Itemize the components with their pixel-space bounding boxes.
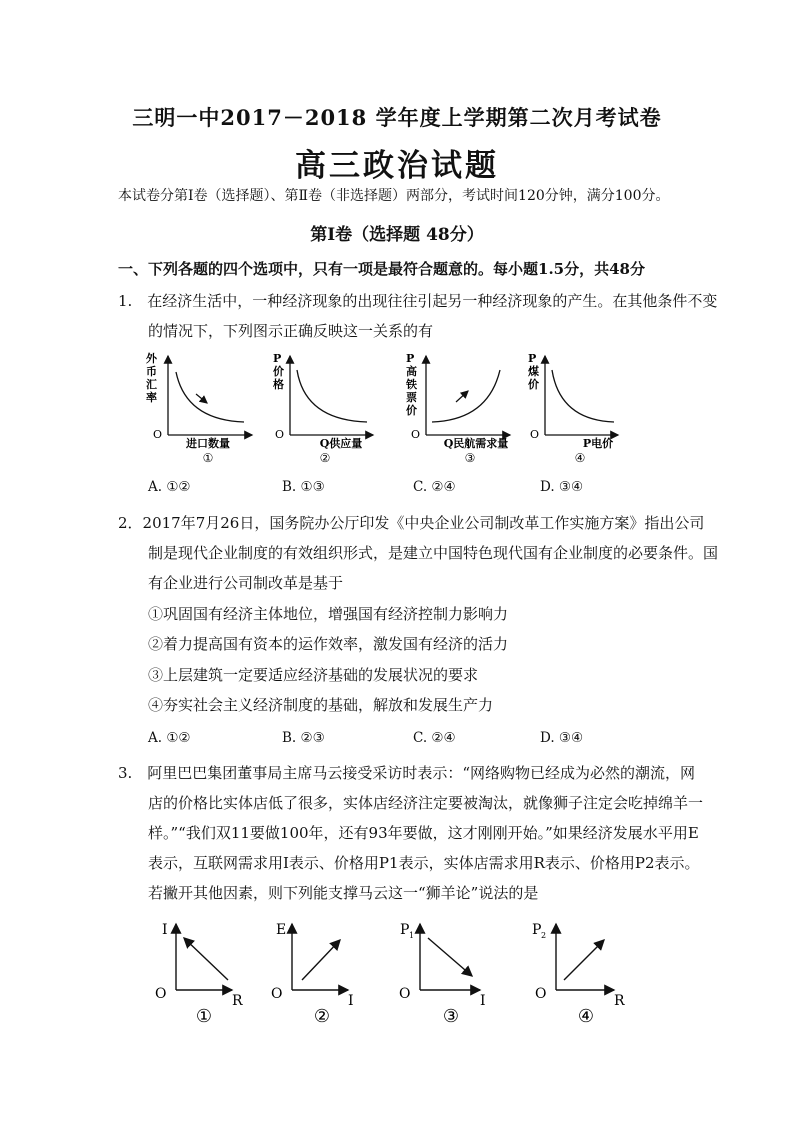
q1-graph-1-y-char-3: 汇 bbox=[146, 378, 157, 391]
q2-stem-line-2: 制是现代企业制度的有效组织形式，是建立中国特色现代国有企业制度的必要条件。国 bbox=[148, 544, 719, 562]
q1-graph-3-y-char-5: 价 bbox=[406, 404, 417, 417]
q1-graph-3-x-label: Q民航需求量 bbox=[443, 437, 509, 450]
q3-stem-line-1: 3. 阿里巴巴集团董事局主席马云接受采访时表示：“网络购物已经成为必然的潮流，网 bbox=[118, 764, 695, 782]
subject-title: 高三政治试题 bbox=[295, 148, 499, 184]
q3-graph-1-number: ① bbox=[195, 1006, 213, 1027]
q3-stem-line-4: 表示，互联网需求用I表示、价格用P1表示，实体店需求用R表示、价格用P2表示。 bbox=[148, 854, 700, 872]
q3-graph-4-y-label: P bbox=[532, 922, 542, 938]
q1-stem-line-2: 的情况下，下列图示正确反映这一关系的有 bbox=[148, 322, 434, 340]
q1-graph-3-curve bbox=[432, 370, 500, 422]
q2-option-b: B. ②③ bbox=[282, 730, 325, 746]
section-instructions: 一、下列各题的四个选项中，只有一项是最符合题意的。每小题1.5分，共48分 bbox=[118, 260, 645, 278]
q3-graph-2-x-label: I bbox=[348, 993, 354, 1009]
q1-graph-1-y-char-1: 外 bbox=[146, 352, 157, 365]
q3-graphs bbox=[150, 918, 640, 1030]
q3-graph-2-trend-arrow bbox=[302, 940, 340, 980]
q1-graph-2-y-char-1: P bbox=[273, 352, 282, 365]
q3-graph-4-trend-arrow bbox=[564, 940, 604, 980]
q3-graph-2-number: ② bbox=[313, 1006, 331, 1027]
q3-graph-2 bbox=[271, 922, 354, 1027]
q1-graph-3-y-char-4: 票 bbox=[406, 391, 417, 404]
q1-graph-4-y-char-1: P bbox=[528, 352, 537, 365]
q3-graph-3-number: ③ bbox=[442, 1006, 460, 1027]
q1-graph-4-origin: O bbox=[530, 428, 540, 441]
exam-instructions: 本试卷分第Ⅰ卷（选择题）、第Ⅱ卷（非选择题）两部分，考试时间120分钟，满分100分。 bbox=[118, 188, 670, 204]
q1-graph-4-number: ④ bbox=[574, 451, 586, 465]
q3-graph-1-y-label: I bbox=[162, 922, 168, 938]
q3-graph-4-origin: O bbox=[535, 986, 547, 1002]
q3-graph-4 bbox=[532, 922, 625, 1027]
q2-statement-2: ②着力提高国有资本的运作效率，激发国有经济的活力 bbox=[148, 635, 509, 653]
q1-option-c: C. ②④ bbox=[413, 479, 456, 495]
q1-graph-2-x-label: Q供应量 bbox=[319, 437, 363, 450]
q3-graph-3-x-label: I bbox=[480, 993, 486, 1009]
q2-option-a: A. ①② bbox=[148, 730, 191, 746]
q1-graph-3-y-char-3: 铁 bbox=[406, 378, 417, 391]
q2-option-d: D. ③④ bbox=[540, 730, 584, 746]
q1-graph-1-y-char-2: 币 bbox=[146, 365, 157, 378]
q3-graph-2-origin: O bbox=[271, 986, 283, 1002]
q1-graph-2-y-char-3: 格 bbox=[273, 378, 284, 391]
q2-option-c: C. ②④ bbox=[413, 730, 456, 746]
q1-graph-2-y-char-2: 价 bbox=[273, 365, 284, 378]
q2-stem-line-1: 2．2017年7月26日，国务院办公厅印发《中央企业公司制改革工作实施方案》指出公司 bbox=[118, 514, 705, 532]
q1-graph-1-number: ① bbox=[202, 451, 214, 465]
q1-graph-3-origin: O bbox=[411, 428, 421, 441]
q1-graph-1 bbox=[146, 351, 252, 465]
q1-graph-3-y-char-2: 高 bbox=[406, 365, 417, 378]
q1-graph-2 bbox=[273, 352, 373, 465]
q3-graph-1-origin: O bbox=[155, 986, 167, 1002]
q3-graph-1 bbox=[155, 922, 243, 1027]
q1-stem-line-1: 1. 在经济生活中，一种经济现象的出现往往引起另一种经济现象的产生。在其他条件不变 bbox=[118, 292, 718, 310]
q3-graph-3-trend-arrow bbox=[428, 938, 472, 976]
q1-graph-4-y-char-3: 价 bbox=[528, 378, 539, 391]
q3-graph-4-x-label: R bbox=[614, 993, 625, 1009]
q3-graph-4-number: ④ bbox=[577, 1006, 595, 1027]
q3-graph-3-y-label: P bbox=[400, 922, 410, 938]
q1-option-a: A. ①② bbox=[148, 479, 191, 495]
q2-statement-4: ④夯实社会主义经济制度的基础，解放和发展生产力 bbox=[148, 696, 494, 714]
exam-series-title: 三明一中2017－2018 学年度上学期第二次月考试卷 bbox=[132, 105, 662, 130]
q3-graph-3-y-subscript: 1 bbox=[409, 931, 415, 940]
q1-graph-3 bbox=[405, 352, 510, 465]
q3-graph-1-trend-arrow bbox=[184, 938, 228, 980]
q1-graph-4-x-label: P电价 bbox=[582, 437, 614, 450]
q3-graph-3 bbox=[399, 922, 486, 1027]
q3-stem-line-2: 店的价格比实体店低了很多，实体店经济注定要被淘汰，就像狮子注定会吃掉绵羊一 bbox=[148, 794, 704, 812]
q3-graph-4-y-subscript: 2 bbox=[541, 931, 547, 940]
q1-graph-1-origin: O bbox=[153, 428, 163, 441]
q1-option-d: D. ③④ bbox=[540, 479, 584, 495]
q1-graph-4-y-char-2: 煤 bbox=[528, 365, 539, 378]
q1-option-b: B. ①③ bbox=[282, 479, 325, 495]
q1-graphs bbox=[140, 350, 620, 468]
q3-graph-3-origin: O bbox=[399, 986, 411, 1002]
q1-graph-1-curve bbox=[176, 372, 244, 422]
q1-graph-3-number: ③ bbox=[464, 451, 476, 465]
q1-graph-1-x-label: 进口数量 bbox=[186, 437, 230, 450]
q1-graph-2-origin: O bbox=[275, 428, 285, 441]
q1-graph-2-number: ② bbox=[319, 451, 331, 465]
q1-graph-4-curve bbox=[552, 370, 614, 422]
q1-graph-3-y-char-1: P bbox=[406, 352, 415, 365]
q2-statement-1: ①巩固国有经济主体地位，增强国有经济控制力影响力 bbox=[148, 605, 509, 623]
q3-graph-2-y-label: E bbox=[276, 922, 287, 938]
q2-statement-3: ③上层建筑一定要适应经济基础的发展状况的要求 bbox=[148, 666, 479, 684]
q1-graph-4 bbox=[528, 352, 618, 465]
q2-stem-line-3: 有企业进行公司制改革是基于 bbox=[148, 574, 344, 592]
q1-graph-2-curve bbox=[297, 370, 367, 422]
part-one-title: 第Ⅰ卷（选择题 48分） bbox=[310, 225, 484, 245]
q3-stem-line-5: 若撇开其他因素，则下列能支撑马云这一“狮羊论”说法的是 bbox=[148, 884, 539, 902]
q3-graph-1-x-label: R bbox=[232, 993, 243, 1009]
q1-graph-1-y-char-4: 率 bbox=[146, 391, 157, 404]
q3-stem-line-3: 样。”“我们双11要做100年，还有93年要做，这才刚刚开始。”如果经济发展水平用E bbox=[148, 824, 699, 842]
